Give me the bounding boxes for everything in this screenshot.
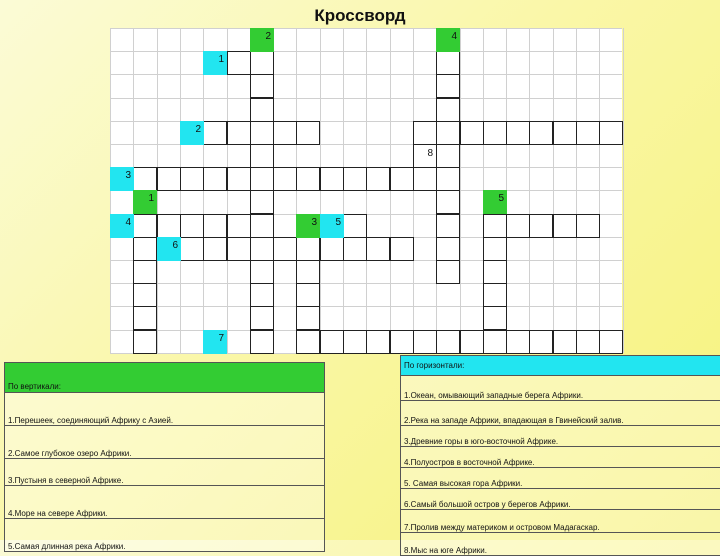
horizontal-heading: По горизонтали: (401, 356, 720, 376)
crossword-cell[interactable] (250, 306, 274, 330)
crossword-cell[interactable] (553, 330, 577, 354)
crossword-cell[interactable] (250, 214, 274, 238)
crossword-cell[interactable] (133, 283, 157, 307)
crossword-cell[interactable] (506, 121, 530, 145)
crossword-cell[interactable] (203, 121, 227, 145)
crossword-cell[interactable] (436, 74, 460, 98)
crossword-cell[interactable] (599, 330, 623, 354)
vertical-clues-table (4, 362, 325, 552)
clue-number-cell: 3 (296, 214, 320, 238)
horizontal-clue: 4.Полуостров в восточной Африке. (401, 447, 720, 468)
crossword-cell[interactable] (203, 237, 227, 261)
crossword-cell[interactable] (250, 144, 274, 168)
crossword-cell[interactable] (436, 330, 460, 354)
crossword-cell[interactable] (250, 190, 274, 214)
crossword-cell[interactable] (180, 167, 204, 191)
crossword-cell[interactable] (460, 330, 484, 354)
horizontal-clue: 5. Самая высокая гора Африки. (401, 468, 720, 489)
crossword-cell[interactable] (320, 330, 344, 354)
crossword-cell[interactable] (553, 121, 577, 145)
crossword-cell[interactable] (273, 167, 297, 191)
crossword-cell[interactable] (413, 167, 437, 191)
crossword-cell[interactable] (133, 330, 157, 354)
crossword-cell[interactable] (133, 260, 157, 284)
crossword-cell[interactable] (133, 214, 157, 238)
crossword-cell[interactable] (436, 98, 460, 122)
crossword-cell[interactable] (366, 167, 390, 191)
horizontal-clue: 3.Древние горы в юго-восточной Африке. (401, 426, 720, 447)
clue-number-cell: 3 (110, 167, 134, 191)
crossword-cell[interactable] (506, 214, 530, 238)
crossword-cell[interactable] (576, 330, 600, 354)
crossword-cell[interactable] (436, 214, 460, 238)
crossword-cell[interactable] (366, 237, 390, 261)
horizontal-clue: 1.Океан, омывающий западные берега Африки. (401, 376, 720, 401)
vertical-clue: 4.Море на севере Африки. (5, 486, 325, 519)
crossword-cell[interactable] (436, 237, 460, 261)
crossword-cell[interactable] (250, 51, 274, 75)
crossword-cell[interactable] (250, 121, 274, 145)
crossword-cell[interactable] (296, 167, 320, 191)
crossword-cell[interactable] (180, 237, 204, 261)
clue-number-cell: 6 (157, 237, 181, 261)
crossword-cell[interactable] (296, 306, 320, 330)
crossword-cell[interactable] (203, 167, 227, 191)
crossword-cell[interactable] (483, 306, 507, 330)
crossword-cell[interactable] (180, 214, 204, 238)
horizontal-clue: 8.Мыс на юге Африки. (401, 533, 720, 556)
crossword-cell[interactable] (413, 121, 437, 145)
crossword-cell[interactable] (529, 121, 553, 145)
clue-number-cell: 2 (250, 28, 274, 52)
crossword-cell[interactable] (506, 330, 530, 354)
crossword-cell[interactable] (436, 167, 460, 191)
vertical-clue: 2.Самое глубокое озеро Африки. (5, 426, 325, 459)
clue-number-cell: 1 (133, 190, 157, 214)
crossword-cell[interactable] (483, 283, 507, 307)
clue-number-cell: 5 (320, 214, 344, 238)
crossword-cell[interactable] (343, 237, 367, 261)
crossword-cell[interactable] (250, 283, 274, 307)
clue-number-cell: 2 (180, 121, 204, 145)
crossword-cell[interactable] (436, 121, 460, 145)
crossword-cell[interactable] (296, 121, 320, 145)
crossword-cell[interactable] (460, 121, 484, 145)
crossword-cell[interactable] (413, 330, 437, 354)
crossword-cell[interactable] (483, 214, 507, 238)
crossword-cell[interactable] (390, 167, 414, 191)
crossword-cell[interactable] (296, 330, 320, 354)
crossword-cell[interactable] (296, 260, 320, 284)
crossword-cell[interactable] (133, 306, 157, 330)
crossword-cell[interactable] (390, 330, 414, 354)
horizontal-clue: 7.Пролив между материком и островом Мадагаскар. (401, 510, 720, 533)
crossword-cell[interactable] (227, 214, 251, 238)
crossword-cell[interactable] (133, 237, 157, 261)
crossword-cell[interactable] (227, 121, 251, 145)
crossword-cell[interactable] (320, 167, 344, 191)
crossword-cell[interactable] (250, 167, 274, 191)
vertical-clue: 1.Перешеек, соединяющий Африку с Азией. (5, 393, 325, 426)
clue-number-cell: 1 (203, 51, 227, 75)
crossword-cell[interactable] (273, 121, 297, 145)
crossword-cell[interactable] (436, 190, 460, 214)
crossword-cell[interactable] (157, 167, 181, 191)
clue-number-cell: 5 (483, 190, 507, 214)
crossword-cell[interactable] (366, 330, 390, 354)
clue-number-cell: 7 (203, 330, 227, 354)
crossword-cell[interactable] (250, 237, 274, 261)
crossword-cell[interactable] (250, 74, 274, 98)
crossword-cell[interactable] (529, 330, 553, 354)
crossword-cell[interactable] (343, 167, 367, 191)
vertical-heading: По вертикали: (5, 363, 325, 393)
crossword-cell[interactable] (296, 283, 320, 307)
crossword-cell[interactable] (203, 214, 227, 238)
vertical-clue: 5.Самая длинная река Африки. (5, 519, 325, 552)
crossword-cell[interactable] (390, 237, 414, 261)
crossword-cell[interactable] (483, 121, 507, 145)
vertical-clue: 3.Пустыня в северной Африке. (5, 459, 325, 486)
crossword-cell[interactable] (227, 167, 251, 191)
crossword-cell[interactable] (599, 121, 623, 145)
crossword-cell[interactable] (133, 167, 157, 191)
crossword-cell[interactable] (343, 330, 367, 354)
crossword-cell[interactable] (483, 237, 507, 261)
crossword-cell[interactable] (320, 237, 344, 261)
crossword-cell[interactable] (273, 237, 297, 261)
crossword-cell[interactable] (343, 214, 367, 238)
crossword-cell[interactable] (529, 214, 553, 238)
crossword-cell[interactable] (157, 214, 181, 238)
crossword-cell[interactable] (250, 260, 274, 284)
horizontal-clue: 2.Река на западе Африки, впадающая в Гвинейский залив. (401, 401, 720, 426)
crossword-cell[interactable] (227, 237, 251, 261)
crossword-cell[interactable] (296, 237, 320, 261)
crossword-cell[interactable] (436, 260, 460, 284)
horizontal-clues-table (400, 355, 720, 556)
crossword-cell[interactable] (483, 330, 507, 354)
crossword-cell[interactable] (553, 214, 577, 238)
crossword-cell[interactable] (436, 51, 460, 75)
crossword-cell[interactable] (436, 144, 460, 168)
crossword-cell[interactable] (483, 260, 507, 284)
crossword-cell[interactable] (576, 121, 600, 145)
crossword-grid (110, 28, 622, 353)
clue-number-cell: 8 (413, 144, 437, 168)
crossword-cell[interactable] (250, 98, 274, 122)
crossword-cell[interactable] (576, 214, 600, 238)
crossword-cell[interactable] (250, 330, 274, 354)
page-title: Кроссворд (0, 6, 720, 26)
crossword-cell[interactable] (227, 51, 251, 75)
horizontal-clue: 6.Самый большой остров у берегов Африки. (401, 489, 720, 510)
clue-number-cell: 4 (436, 28, 460, 52)
clue-number-cell: 4 (110, 214, 134, 238)
